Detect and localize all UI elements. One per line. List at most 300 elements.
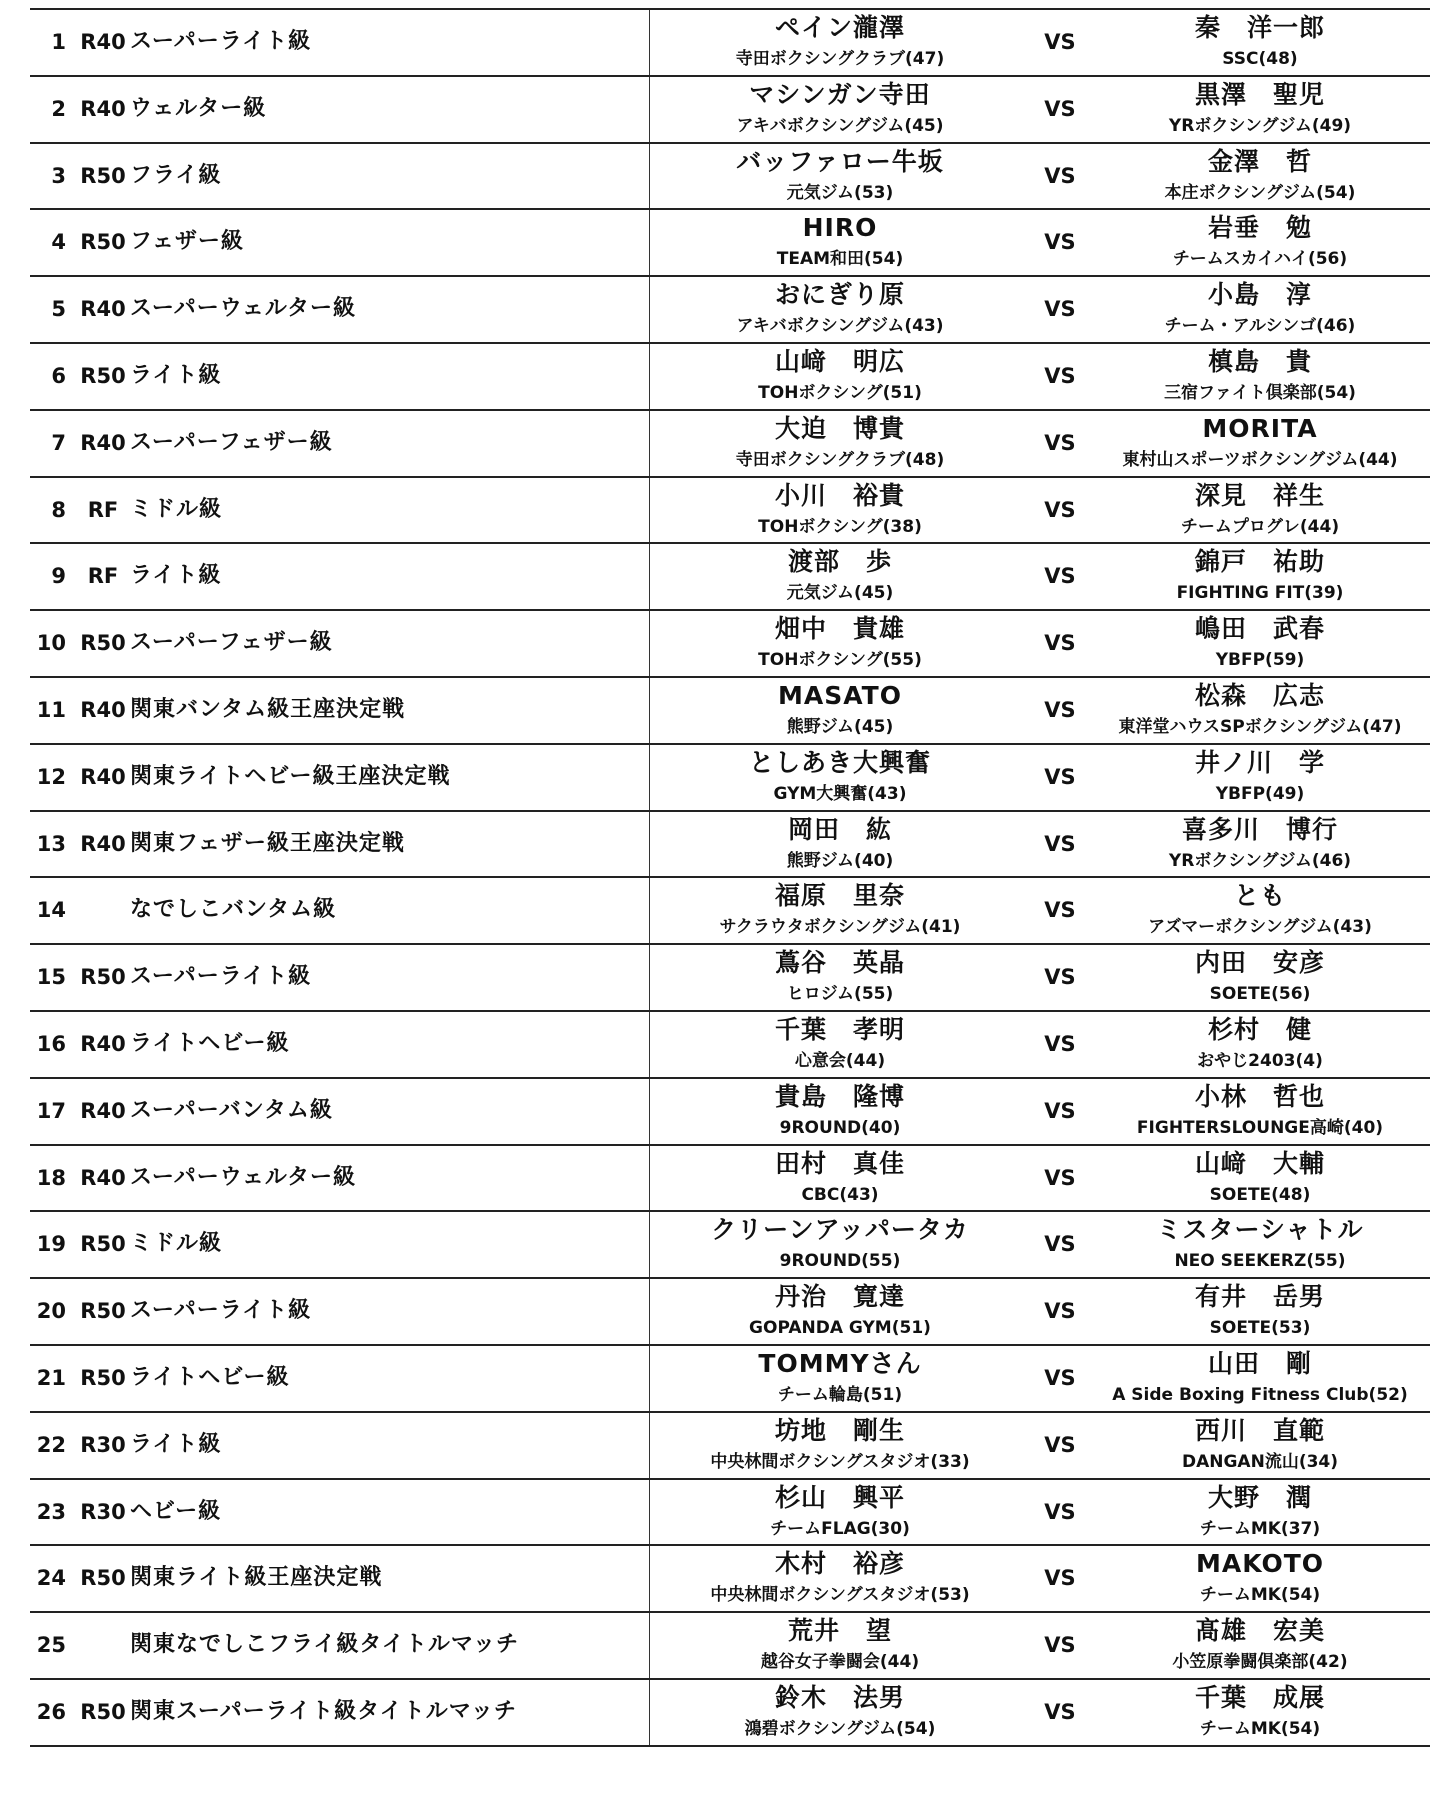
blue-fighter-gym: SOETE(56) [1209,984,1311,1005]
bout-row [30,411,1430,478]
bout-row [30,745,1430,812]
blue-corner-fighter [1090,1279,1430,1344]
bout-number: 10 [36,631,66,656]
bout-number: 12 [36,764,66,789]
blue-fighter-gym: 小笠原拳闘倶楽部(42) [1172,1652,1348,1673]
bout-weight-class: 関東スーパーライト級タイトルマッチ [130,1698,517,1724]
bout-weight-class: フェザー級 [130,229,244,255]
blue-fighter-name: 山田 剛 [1207,1348,1312,1378]
bout-number: 24 [36,1566,66,1591]
red-corner-fighter [650,1279,1030,1344]
vs-label: VS [1044,1299,1076,1324]
blue-corner-fighter [1090,544,1430,609]
red-corner-fighter [650,478,1030,543]
bout-weight-class: ライトヘビー級 [130,1030,290,1056]
bout-row [30,1012,1430,1079]
red-fighter-name: 千葉 孝明 [774,1014,905,1044]
bout-number: 26 [36,1699,66,1724]
red-fighter-gym: 熊野ジム(45) [786,716,894,737]
vs-label: VS [1044,697,1076,722]
red-fighter-gym: 越谷女子拳闘会(44) [760,1652,920,1673]
bout-number: 7 [51,430,66,455]
bout-row [30,1212,1430,1279]
blue-fighter-name: 金澤 哲 [1207,146,1312,176]
blue-fighter-gym: チームスカイハイ(56) [1172,249,1348,270]
blue-corner-fighter [1090,344,1430,409]
bout-number: 16 [36,1031,66,1056]
red-corner-fighter [650,77,1030,142]
bout-info-cell [30,77,650,142]
blue-fighter-name: 杉村 健 [1207,1014,1312,1044]
bout-rule: R50 [80,230,126,255]
bout-weight-class: スーパーバンタム級 [130,1097,333,1123]
bout-number: 2 [51,96,66,121]
red-fighter-name: 福原 里奈 [774,881,905,911]
red-fighter-gym: チームFLAG(30) [770,1518,910,1539]
blue-fighter-gym: NEO SEEKERZ(55) [1174,1251,1346,1272]
blue-corner-fighter [1090,1146,1430,1211]
bout-rule: R40 [80,297,126,322]
blue-fighter-name: 小島 淳 [1207,280,1312,310]
red-corner-fighter [650,812,1030,877]
red-fighter-name: MASATO [778,680,902,710]
bout-info-cell [30,878,650,943]
red-corner-fighter [650,544,1030,609]
red-fighter-name: 杉山 興平 [774,1482,905,1512]
bout-weight-class: 関東フェザー級王座決定戦 [130,830,405,856]
red-fighter-gym: 鴻碧ボクシングジム(54) [744,1718,936,1739]
red-fighter-name: 小川 裕貴 [774,480,905,510]
blue-fighter-gym: チーム・アルシンゴ(46) [1164,316,1356,337]
red-fighter-gym: 熊野ジム(40) [786,850,894,871]
red-fighter-gym: 心意会(44) [794,1050,886,1071]
blue-fighter-gym: FIGHTING FIT(39) [1176,583,1344,604]
red-corner-fighter [650,10,1030,75]
blue-corner-fighter [1090,10,1430,75]
red-fighter-name: TOMMYさん [758,1348,922,1378]
vs-label: VS [1044,297,1076,322]
red-fighter-gym: サクラウタボクシングジム(41) [719,917,961,938]
bout-row [30,878,1430,945]
blue-corner-fighter [1090,1480,1430,1545]
blue-fighter-gym: 三宿ファイト倶楽部(54) [1164,382,1356,403]
vs-label: VS [1044,564,1076,589]
blue-corner-fighter [1090,210,1430,275]
bout-number: 23 [36,1499,66,1524]
bout-info-cell [30,945,650,1010]
blue-corner-fighter [1090,1079,1430,1144]
bout-number: 4 [51,230,66,255]
vs-label: VS [1044,363,1076,388]
blue-corner-fighter [1090,1613,1430,1678]
red-fighter-gym: アキバボクシングジム(45) [736,115,944,136]
blue-corner-fighter [1090,478,1430,543]
vs-label: VS [1044,1432,1076,1457]
bout-weight-class: ウェルター級 [130,95,267,121]
bout-row [30,10,1430,77]
red-corner-fighter [650,1680,1030,1745]
blue-fighter-gym: SSC(48) [1222,49,1298,69]
blue-fighter-gym: おやじ2403(4) [1197,1050,1323,1071]
red-fighter-gym: GYM大興奮(43) [773,783,907,804]
bout-info-cell [30,1546,650,1611]
bout-rule: R50 [80,1232,126,1257]
bout-info-cell [30,812,650,877]
vs-label: VS [1044,831,1076,856]
bout-weight-class: スーパーウェルター級 [130,296,357,322]
vs-label: VS [1044,1633,1076,1658]
blue-fighter-name: MAKOTO [1195,1549,1325,1579]
red-fighter-name: 丹治 寛達 [774,1282,905,1312]
blue-fighter-name: 秦 洋一郎 [1194,13,1325,42]
blue-corner-fighter [1090,1346,1430,1411]
vs-label: VS [1044,1699,1076,1724]
bout-row [30,544,1430,611]
bout-row [30,1146,1430,1213]
red-fighter-gym: 寺田ボクシングクラブ(48) [735,449,945,470]
blue-fighter-name: 嶋田 武春 [1194,614,1325,644]
blue-fighter-name: 大野 潤 [1207,1482,1312,1512]
bout-weight-class: スーパーライト級 [130,964,312,990]
bout-row [30,1079,1430,1146]
vs-label: VS [1044,1499,1076,1524]
blue-fighter-name: 井ノ川 学 [1194,747,1325,777]
vs-label: VS [1044,1232,1076,1257]
bout-rule: R50 [80,1299,126,1324]
bout-rule: R40 [80,96,126,121]
bout-number: 25 [36,1633,66,1658]
blue-corner-fighter [1090,1413,1430,1478]
blue-fighter-gym: 東村山スポーツボクシングジム(44) [1122,449,1398,470]
bout-row [30,1613,1430,1680]
bout-weight-class: スーパーフェザー級 [130,429,333,455]
blue-corner-fighter [1090,411,1430,476]
bout-number: 15 [36,965,66,990]
blue-corner-fighter [1090,1546,1430,1611]
bout-info-cell [30,1680,650,1745]
blue-fighter-gym: SOETE(53) [1209,1318,1311,1339]
vs-label: VS [1044,163,1076,188]
bout-weight-class: 関東なでしこフライ級タイトルマッチ [130,1632,520,1658]
bout-info-cell [30,1212,650,1277]
blue-fighter-name: 岩垂 勉 [1207,213,1312,243]
bout-info-cell [30,611,650,676]
red-fighter-gym: TOHボクシング(51) [758,382,922,403]
vs-label: VS [1044,30,1076,54]
red-fighter-name: 渡部 歩 [787,547,892,577]
blue-corner-fighter [1090,1680,1430,1745]
bout-row [30,277,1430,344]
bout-weight-class: スーパーライト級 [130,29,312,54]
blue-fighter-gym: FIGHTERSLOUNGE高崎(40) [1136,1117,1384,1138]
red-fighter-name: 岡田 紘 [787,814,892,844]
bout-info-cell [30,1012,650,1077]
red-corner-fighter [650,1613,1030,1678]
blue-fighter-name: 内田 安彦 [1194,948,1325,978]
bout-card-table [30,8,1430,1747]
red-fighter-gym: 中央林間ボクシングスタジオ(33) [710,1451,970,1472]
bout-number: 20 [36,1299,66,1324]
bout-number: 21 [36,1365,66,1390]
bout-rule: R50 [80,1566,126,1591]
blue-fighter-name: 有井 岳男 [1194,1282,1325,1312]
red-corner-fighter [650,878,1030,943]
bout-weight-class: ライト級 [130,1431,222,1457]
bout-info-cell [30,10,650,75]
bout-info-cell [30,344,650,409]
bout-rule: R40 [80,1031,126,1056]
red-fighter-gym: チーム輪島(51) [777,1384,903,1405]
bout-rule: R50 [80,631,126,656]
red-fighter-name: マシンガン寺田 [749,79,931,109]
blue-fighter-gym: YRボクシングジム(49) [1168,115,1352,136]
bout-number: 11 [36,697,66,722]
red-corner-fighter [650,210,1030,275]
bout-number: 19 [36,1232,66,1257]
red-corner-fighter [650,411,1030,476]
bout-row [30,210,1430,277]
red-corner-fighter [650,1346,1030,1411]
red-fighter-gym: 寺田ボクシングクラブ(47) [735,49,945,69]
red-corner-fighter [650,945,1030,1010]
blue-corner-fighter [1090,1212,1430,1277]
bout-number: 14 [36,898,66,923]
vs-label: VS [1044,898,1076,923]
red-corner-fighter [650,344,1030,409]
bout-row [30,1546,1430,1613]
red-corner-fighter [650,1012,1030,1077]
bout-weight-class: ミドル級 [130,496,223,522]
blue-fighter-gym: YBFP(59) [1215,650,1305,671]
bout-rule: R50 [80,1699,126,1724]
bout-number: 5 [51,297,66,322]
red-fighter-name: 荒井 望 [787,1616,892,1646]
blue-fighter-name: 槙島 貴 [1207,346,1312,376]
red-fighter-name: 蔦谷 英晶 [774,948,905,978]
bout-rule: R50 [80,965,126,990]
blue-fighter-gym: チームMK(54) [1199,1718,1321,1739]
bout-rule: R40 [80,1098,126,1123]
vs-label: VS [1044,1165,1076,1190]
red-fighter-gym: 中央林間ボクシングスタジオ(53) [710,1585,970,1606]
bout-number: 17 [36,1098,66,1123]
blue-fighter-name: 松森 広志 [1194,680,1325,710]
red-fighter-gym: GOPANDA GYM(51) [749,1318,931,1339]
bout-rule: R50 [80,1365,126,1390]
red-fighter-name: ペイン瀧澤 [774,13,905,42]
bout-weight-class: 関東ライト級王座決定戦 [130,1565,383,1591]
red-corner-fighter [650,1212,1030,1277]
red-fighter-gym: 元気ジム(45) [786,583,894,604]
bout-weight-class: ミドル級 [130,1231,223,1257]
blue-fighter-name: MORITA [1202,413,1318,443]
blue-corner-fighter [1090,945,1430,1010]
bout-rule [76,1613,130,1678]
bout-info-cell [30,411,650,476]
blue-fighter-name: 喜多川 博行 [1181,814,1338,844]
bout-weight-class: 関東バンタム級王座決定戦 [130,696,406,722]
red-fighter-name: HIRO [802,213,878,243]
blue-fighter-gym: チームMK(54) [1199,1585,1321,1606]
vs-label: VS [1044,764,1076,789]
bout-rule: R40 [80,831,126,856]
red-fighter-name: バッファロー牛坂 [736,146,944,176]
bout-row [30,1279,1430,1346]
vs-label: VS [1044,497,1076,522]
red-corner-fighter [650,277,1030,342]
bout-info-cell [30,1480,650,1545]
bout-number: 3 [51,163,66,188]
bout-info-cell [30,1413,650,1478]
blue-corner-fighter [1090,144,1430,209]
bout-info-cell [30,1346,650,1411]
red-fighter-gym: CBC(43) [801,1184,879,1205]
red-fighter-name: 木村 裕彦 [774,1549,905,1579]
bout-rule [76,878,130,943]
red-fighter-gym: TOHボクシング(38) [758,516,922,537]
blue-fighter-name: 西川 直範 [1194,1415,1325,1445]
vs-label: VS [1044,230,1076,255]
blue-corner-fighter [1090,277,1430,342]
bout-info-cell [30,544,650,609]
blue-fighter-gym: チームMK(37) [1199,1518,1321,1539]
bout-number: 8 [51,497,66,522]
bout-weight-class: ライト級 [130,362,222,388]
vs-label: VS [1044,96,1076,121]
bout-number: 1 [51,30,66,54]
red-fighter-gym: TEAM和田(54) [776,249,904,270]
bout-number: 22 [36,1432,66,1457]
blue-corner-fighter [1090,678,1430,743]
vs-label: VS [1044,965,1076,990]
vs-label: VS [1044,1031,1076,1056]
blue-fighter-name: とも [1233,881,1286,911]
bout-info-cell [30,745,650,810]
bout-rule: RF [87,497,119,522]
blue-fighter-name: 山﨑 大輔 [1194,1148,1325,1178]
red-corner-fighter [650,1413,1030,1478]
red-fighter-gym: アキバボクシングジム(43) [736,316,944,337]
bout-rule: R40 [80,764,126,789]
bout-row [30,945,1430,1012]
blue-fighter-name: 小林 哲也 [1194,1081,1325,1111]
bout-row [30,812,1430,879]
bout-row [30,1480,1430,1547]
bout-weight-class: ライトヘビー級 [130,1364,290,1390]
blue-fighter-name: ミスターシャトル [1156,1215,1364,1245]
red-fighter-name: 坊地 剛生 [774,1415,905,1445]
blue-fighter-name: 錦戸 祐助 [1194,547,1325,577]
bout-info-cell [30,277,650,342]
bout-weight-class: スーパーウェルター級 [130,1164,357,1190]
bout-weight-class: 関東ライトヘビー級王座決定戦 [130,763,451,789]
bout-rule: R30 [80,1432,126,1457]
blue-corner-fighter [1090,878,1430,943]
blue-fighter-gym: YBFP(49) [1215,783,1305,804]
blue-fighter-name: 髙雄 宏美 [1194,1616,1325,1646]
bout-info-cell [30,1613,650,1678]
blue-fighter-gym: アズマーボクシングジム(43) [1148,917,1372,938]
blue-corner-fighter [1090,1012,1430,1077]
bout-weight-class: スーパーライト級 [130,1298,312,1324]
blue-fighter-name: 黒澤 聖児 [1194,79,1325,109]
bout-weight-class: フライ級 [130,162,222,188]
blue-corner-fighter [1090,812,1430,877]
blue-fighter-gym: 本庄ボクシングジム(54) [1164,182,1356,203]
blue-fighter-name: 千葉 成展 [1194,1682,1325,1712]
bout-row [30,77,1430,144]
red-corner-fighter [650,1480,1030,1545]
red-fighter-name: 田村 真佳 [774,1148,905,1178]
red-fighter-gym: TOHボクシング(55) [758,650,922,671]
red-fighter-name: 鈴木 法男 [774,1682,905,1712]
bout-info-cell [30,1279,650,1344]
bout-row [30,611,1430,678]
bout-rule: R50 [80,363,126,388]
red-fighter-gym: 9ROUND(55) [779,1251,901,1272]
red-fighter-gym: 元気ジム(53) [786,182,894,203]
bout-info-cell [30,144,650,209]
bout-weight-class: スーパーフェザー級 [130,630,333,656]
red-fighter-gym: ヒロジム(55) [786,984,894,1005]
blue-fighter-gym: チームプログレ(44) [1180,516,1340,537]
blue-corner-fighter [1090,77,1430,142]
bout-weight-class: ライト級 [130,563,222,589]
red-fighter-name: としあき大興奮 [748,747,931,777]
red-corner-fighter [650,745,1030,810]
bout-row [30,478,1430,545]
bout-number: 18 [36,1165,66,1190]
blue-fighter-gym: YRボクシングジム(46) [1168,850,1352,871]
red-fighter-gym: 9ROUND(40) [779,1117,901,1138]
blue-corner-fighter [1090,611,1430,676]
red-fighter-name: クリーンアッパータカ [711,1215,969,1245]
bout-info-cell [30,678,650,743]
bout-rule: R30 [80,1499,126,1524]
red-fighter-name: 大迫 博貴 [774,413,905,443]
bout-row [30,678,1430,745]
bout-info-cell [30,478,650,543]
red-corner-fighter [650,144,1030,209]
bout-weight-class: ヘビー級 [130,1498,222,1524]
bout-rule: R40 [80,697,126,722]
red-corner-fighter [650,1546,1030,1611]
bout-rule: R40 [80,1165,126,1190]
bout-row [30,1413,1430,1480]
red-corner-fighter [650,1079,1030,1144]
bout-row [30,144,1430,211]
red-corner-fighter [650,1146,1030,1211]
bout-rule: R40 [80,430,126,455]
bout-row [30,344,1430,411]
bout-rule: R50 [80,163,126,188]
bout-weight-class: なでしこバンタム級 [130,897,337,923]
red-fighter-name: 山﨑 明広 [774,346,905,376]
red-corner-fighter [650,678,1030,743]
blue-fighter-name: 深見 祥生 [1194,480,1325,510]
vs-label: VS [1044,1365,1076,1390]
red-fighter-name: 畑中 貴雄 [774,614,905,644]
red-corner-fighter [650,611,1030,676]
bout-info-cell [30,1146,650,1211]
red-fighter-name: おにぎり原 [774,280,905,310]
bout-rule: R40 [80,30,126,54]
blue-fighter-gym: 東洋堂ハウスSPボクシングジム(47) [1118,716,1402,737]
blue-corner-fighter [1090,745,1430,810]
bout-row [30,1680,1430,1747]
bout-row [30,1346,1430,1413]
vs-label: VS [1044,430,1076,455]
